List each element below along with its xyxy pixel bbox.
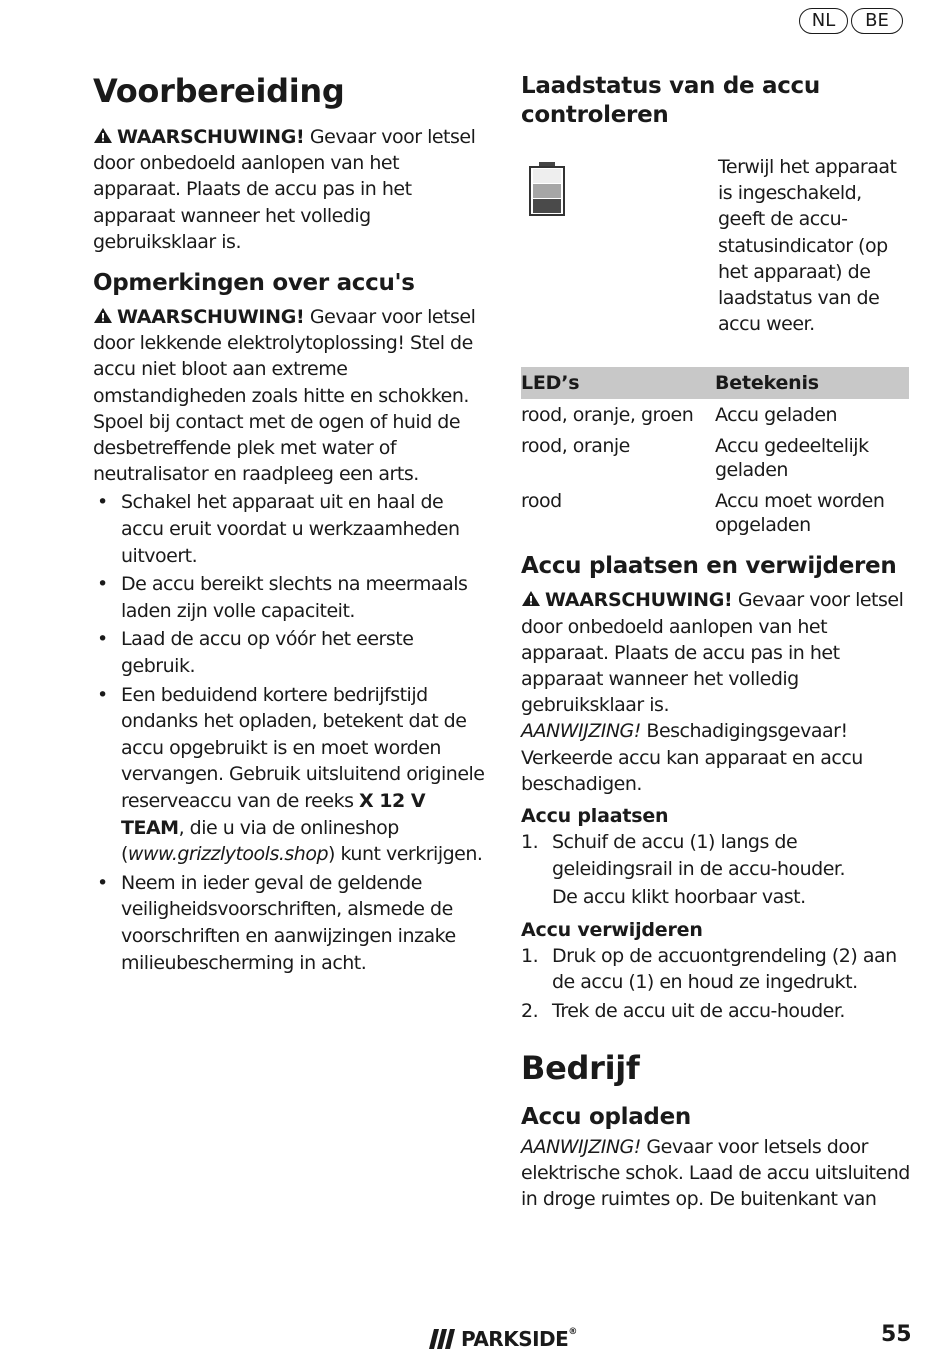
table-cell: Accu moet worden opgeladen [715, 490, 885, 537]
table-row [521, 485, 909, 540]
led-table [521, 367, 909, 540]
section-title-bedrijf: Bedrijf [521, 1048, 640, 1087]
page-number: 55 [881, 1322, 912, 1347]
battery-icon [529, 162, 565, 216]
left-column [93, 70, 485, 976]
heading-opmerkingen: Opmerkingen over accu's [93, 270, 415, 297]
table-cell: rood [521, 490, 562, 513]
step-item: 1. Druk op de accuontgrendeling (2) aan de accu (1) en houd ze ingedrukt. [521, 944, 897, 994]
table-cell: rood, oranje, groen [521, 404, 694, 427]
step-item: 2. Trek de accu uit de accu-houder. [521, 1000, 845, 1023]
status-description: Terwijl het apparaat is ingeschakeld, geeft de accu-statusindicator (op het apparaat) de laadstatus van de accu weer. [718, 156, 897, 336]
language-badges [799, 8, 903, 34]
note-paragraph-1 [521, 718, 911, 797]
note-text: Gevaar voor letsels door elektrische schok. Laad de accu uitsluitend in droge ruimtes op. De buitenkant van [521, 1135, 910, 1211]
list-item: • De accu bereikt slechts na meermaals laden zijn volle capaciteit. [97, 573, 468, 622]
battery-segment-middle [533, 184, 561, 198]
battery-status-block [521, 154, 911, 337]
warning-text: Gevaar voor letsel door onbedoeld aanlopen van het apparaat. Plaats de accu pas in het apparaat wanneer het volledig gebruiksklaar is. [521, 589, 904, 717]
shop-link[interactable]: www.grizzlytools.shop [127, 843, 329, 866]
warning-label: WAARSCHUWING! [545, 589, 733, 612]
product-series: X 12 V TEAM [121, 789, 426, 839]
battery-segment-top [533, 169, 561, 183]
subheading-accu-verwijderen: Accu verwijderen [521, 918, 703, 941]
table-row [521, 399, 909, 430]
brand-name: PARKSIDE® [461, 1327, 577, 1351]
heading-laadstatus: Laadstatus van de accu controleren [521, 73, 820, 128]
table-cell: Accu gedeeltelijk geladen [715, 435, 869, 482]
lang-badge-be: BE [851, 8, 903, 34]
heading-accu-opladen: Accu opladen [521, 1103, 691, 1130]
parkside-logo [429, 1327, 577, 1351]
warning-paragraph-2 [93, 304, 485, 487]
warning-label: WAARSCHUWING! [117, 306, 305, 329]
right-column [521, 72, 911, 1212]
table-cell: Accu geladen [715, 404, 838, 427]
table-header-betekenis: Betekenis [715, 367, 909, 399]
list-item: • Schakel het apparaat uit en haal de accu eruit voordat u werkzaamheden uitvoert. [97, 491, 460, 567]
note-text: Beschadigingsgevaar! Verkeerde accu kan apparaat en accu beschadigen. [521, 720, 863, 795]
warning-text: Gevaar voor letsel door onbedoeld aanlopen van het apparaat. Plaats de accu pas in het apparaat wanneer het volledig gebruiksklaar is. [93, 126, 476, 253]
note-paragraph-2 [521, 1134, 911, 1213]
remove-steps [521, 943, 911, 1025]
lang-badge-nl: NL [799, 8, 848, 34]
table-cell: rood, oranje [521, 435, 630, 458]
brand-stripes-icon [429, 1329, 455, 1349]
battery-notes-list [93, 489, 485, 976]
warning-paragraph-3 [521, 587, 911, 718]
table-row [521, 430, 909, 485]
step-result: De accu klikt hoorbaar vast. [552, 886, 806, 909]
list-item: • Neem in ieder geval de geldende veiligheidsvoorschriften, alsmede de voorschriften en aanwijzingen inzake milieubescherming in acht. [97, 871, 456, 974]
table-header-leds: LED’s [521, 367, 715, 399]
warning-icon [93, 127, 113, 144]
warning-icon [93, 307, 113, 324]
insert-steps [521, 829, 911, 911]
warning-paragraph-1 [93, 124, 485, 255]
table-header-row [521, 367, 909, 399]
warning-label: WAARSCHUWING! [117, 126, 305, 148]
subheading-accu-plaatsen: Accu plaatsen [521, 805, 669, 828]
note-label: AANWIJZING! [521, 1135, 641, 1158]
list-item: • Laad de accu op vóór het eerste gebruik. [97, 628, 414, 677]
warning-text: Gevaar voor letsel door lekkende elektrolytoplossing! Stel de accu niet bloot aan extreme omstandigheden zoals hitte en schokken. Spoel bij contact met de ogen of huid de desbetreffende plek met water of neutralisator en raadpleeg een arts. [93, 306, 476, 486]
note-label: AANWIJZING! [521, 720, 641, 743]
list-item: • Een beduidend kortere bedrijfstijd ondanks het opladen, betekent dat de accu opgebruikt is en moet worden vervangen. Gebruik uitsluitend originele reserveaccu van de reeks X 12 V TEAM, die u via de onlineshop (www.grizzlytools.shop) kunt verkrijgen. [97, 683, 485, 866]
battery-segment-bottom [533, 199, 561, 213]
step-item: 1. Schuif de accu (1) langs de geleidingsrail in de accu-houder. De accu klikt hoorbaar vast. [521, 829, 911, 911]
section-title-voorbereiding: Voorbereiding [93, 72, 345, 110]
warning-icon [521, 590, 541, 607]
heading-accu-plaatsen: Accu plaatsen en verwijderen [521, 553, 897, 580]
